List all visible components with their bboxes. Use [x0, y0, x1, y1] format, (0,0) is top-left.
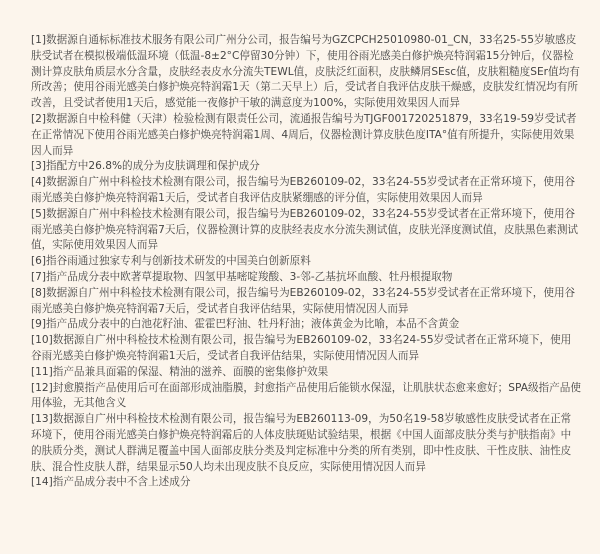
footnote-14: [14]指产品成分表中不含上述成分	[31, 476, 191, 489]
footnote-13: [13]数据源自广州中科检技术检测有限公司，报告编号为EB260113-09，为50名19-58岁敏感性皮肤受试者在正常环境下，使用谷雨光感美白修护焕亮特润霜后的人体皮肤斑贴试验结果，根据《中国人面部皮肤分类与护肤指南》中的肤质分类，测试人群满足覆盖中国人面部皮肤分类及判定标准中分类的所有类别，即中性皮肤、干性皮肤、油性皮肤、混合性皮肤人群，结果显示50人均未出现皮肤不良反应，实际使用情况因人而异	[31, 413, 572, 473]
footnote-3: [3]指配方中26.8%的成分为皮肤调理和保护成分	[31, 160, 260, 173]
footnote-10: [10]数据源自广州中科检技术检测有限公司，报告编号为EB260109-02，33名24-55岁受试者在正常环境下，使用谷雨光感美白修护焕亮特润霜1天后，受试者自我评估结果，实际使用情况因人而异	[31, 334, 572, 362]
footnote-8: [8]数据源自广州中科检技术检测有限公司，报告编号为EB260109-02，33名24-55岁受试者在正常环境下，使用谷雨光感美白修护焕亮特润霜7天后，受试者自我评估结果，实际使用情况因人而异	[31, 286, 576, 315]
footnote-9: [9]指产品成分表中的白池花籽油、霍霍巴籽油、牡丹籽油；液体黄金为比喻，本品不含黄金	[31, 318, 460, 331]
footnote-6: [6]指谷雨通过独家专利与创新技术研发的中国美白创新原料	[31, 255, 311, 268]
footnote-1: [1]数据源自通标标准技术服务有限公司广州分公司，报告编号为GZCPCH25010980-01_CN，33名25-55岁敏感皮肤受试者在模拟极端低温环境（低温-8±2°C停留30分钟）下，使用谷雨光感美白修护焕亮特润霜15分钟后，仪器检测计算皮肤角质层水分含量，皮肤经表皮水分流失TEWL值，皮肤泛红面积，皮肤鳞屑SEsc值，皮肤粗糙度SEr值均有所改善；使用谷雨光感美白修护焕亮特润霜1天（第二天早上）后，受试者自我评估皮肤干燥感，皮肤发红情况均有所改善，且受试者使用1天后，感觉能一夜修护干敏的满意度为100%，实际使用效果因人而异	[31, 34, 580, 110]
footnote-2: [2]数据源自中检科健（天津）检验检测有限责任公司，流通报告编号为TJGF001720251879，33名19-59岁受试者在正常情况下使用谷雨光感美白修护焕亮特润霜1周、4周后，仪器检测计算皮肤色度ITA°值有所提升，实际使用效果因人而异	[31, 112, 577, 157]
footnote-12: [12]封愈膜指产品使用后可在面部形成油脂膜，封愈指产品使用后能锁水保湿，让肌肤状态愈来愈好；SPA级指产品使用体验，无其他含义	[31, 381, 581, 410]
footnote-11: [11]指产品兼具面霜的保湿、精油的滋养、面膜的密集修护效果	[31, 365, 329, 378]
footnote-4: [4]数据源自广州中科检技术检测有限公司，报告编号为EB260109-02，33名24-55岁受试者在正常环境下，使用谷雨光感美白修护焕亮特润霜1天后，受试者自我评估皮肤紧绷感的评分值，实际使用效果因人而异	[31, 176, 576, 204]
footnote-5: [5]数据源自广州中科检技术检测有限公司，报告编号为EB260109-02，33名24-55岁受试者在正常环境下，使用谷雨光感美白修护焕亮特润霜7天后，仪器检测计算的皮肤经表皮水分流失测试值，皮肤光泽度测试值，皮肤黑色素测试值，实际使用效果因人而异	[31, 207, 579, 252]
footnote-7: [7]指产品成分表中欧著草提取物、四氢甲基嘧啶羧酸、3-邻-乙基抗坏血酸、牡丹根提取物	[31, 270, 453, 283]
footnote-list	[31, 33, 581, 491]
